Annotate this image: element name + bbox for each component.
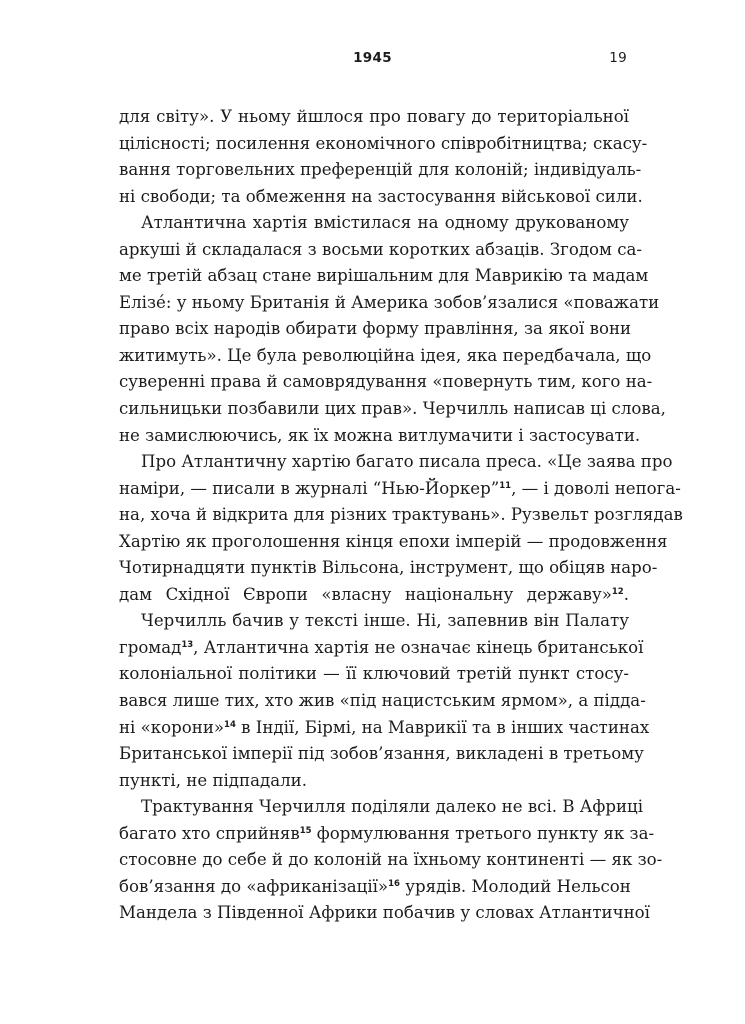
text-line <box>119 131 648 158</box>
footnote-marker: 15 <box>299 825 312 836</box>
footnote-marker: 11 <box>499 480 512 491</box>
text-line <box>119 874 629 901</box>
text-run: громад <box>119 637 182 657</box>
text-run: дам Східної Європи «власну національну державу» <box>119 584 612 604</box>
body-text <box>119 104 683 927</box>
text-run: колоніальної політики — її ключовий третій пункт стосу- <box>119 664 629 684</box>
text-run: Трактування Черчилля поділяли далеко не всі. В Африці <box>141 797 644 817</box>
text-line <box>119 635 644 662</box>
text-run: , — і доволі непога- <box>511 478 681 498</box>
text-run: ні свободи; та обмеження на застосування військової сили. <box>119 186 643 206</box>
text-line <box>119 290 660 317</box>
text-run: Мандела з Південної Африки побачив у словах Атлантичної <box>119 903 650 923</box>
text-run: на, хоча й відкрита для різних трактувань». Рузвельт розглядав <box>119 505 683 525</box>
footnote-marker: 16 <box>388 878 400 889</box>
text-line <box>119 263 649 290</box>
text-run: урядів. Молодий Нельсон <box>399 876 631 896</box>
text-run: Елізé: у ньому Британія й Америка зобов’язалися «поважати <box>119 292 660 312</box>
text-line <box>119 847 663 874</box>
text-run: Атлантична хартія вмістилася на одному друкованому <box>141 213 629 233</box>
text-line <box>119 237 643 264</box>
text-run: Хартію як проголошення кінця епохи імперій — продовження <box>119 531 668 551</box>
text-line <box>119 555 658 582</box>
text-run: житимуть». Це була революційна ідея, яка передбачала, що <box>119 345 652 365</box>
text-line <box>119 608 629 635</box>
text-run: суверенні права й самоврядування «повернуть тим, кого на- <box>119 372 653 392</box>
text-line <box>119 210 629 237</box>
footnote-marker: 12 <box>611 586 624 597</box>
text-run: аркуші й складалася з восьми коротких абзаців. Згодом са- <box>119 239 643 259</box>
paragraph <box>119 608 650 794</box>
text-run: бов’язання до «африканізації» <box>119 876 389 896</box>
text-run: формулювання третього пункту як за- <box>311 823 655 843</box>
paragraph <box>119 794 663 927</box>
running-title: 1945 <box>353 50 392 66</box>
text-run: ні «корони» <box>119 717 225 737</box>
text-line <box>119 582 629 609</box>
text-line <box>119 661 629 688</box>
text-line <box>119 369 653 396</box>
running-head <box>0 50 745 72</box>
text-run: Черчилль бачив у тексті інше. Ні, запевнив він Палату <box>141 611 629 631</box>
text-run: вання торговельних преференцій для колоній; індивідуаль- <box>119 160 642 180</box>
text-line <box>119 449 673 476</box>
text-line <box>119 476 681 503</box>
text-line <box>119 316 632 343</box>
text-line <box>119 423 641 450</box>
text-run: наміри, — писали в журналі “Нью-Йоркер” <box>119 478 500 498</box>
paragraph <box>119 449 683 608</box>
text-run: Британської імперії під зобов’язання, викладені в третьому <box>119 744 644 764</box>
text-line <box>119 688 646 715</box>
text-line <box>119 157 642 184</box>
text-line <box>119 184 643 211</box>
paragraph <box>119 210 666 449</box>
text-run: право всіх народів обирати форму правління, за якої вони <box>119 319 632 339</box>
text-run: в Індії, Бірмі, на Маврикії та в інших частинах <box>235 717 650 737</box>
text-line <box>119 502 683 529</box>
text-run: вався лише тих, хто жив «під нацистським ярмом», а підда- <box>119 691 646 711</box>
paragraph <box>119 104 648 210</box>
footnote-marker: 13 <box>181 639 194 650</box>
text-line <box>119 715 650 742</box>
text-line <box>119 821 655 848</box>
text-line <box>119 343 652 370</box>
text-run: багато хто сприйняв <box>119 823 300 843</box>
text-run: Про Атлантичну хартію багато писала преса. «Це заява про <box>141 452 673 472</box>
text-line <box>119 529 668 556</box>
text-run: Чотирнадцяти пунктів Вільсона, інструмент, що обіцяв наро- <box>119 558 658 578</box>
text-run: , Атлантична хартія не означає кінець британської <box>193 637 644 657</box>
text-line <box>119 794 644 821</box>
text-line <box>119 396 666 423</box>
text-run: пункті, не підпадали. <box>119 770 307 790</box>
text-run: . <box>623 584 629 604</box>
text-run: для світу». У ньому йшлося про повагу до територіальної <box>119 107 629 126</box>
text-run: ме третій абзац стане вирішальним для Маврикію та мадам <box>119 266 649 286</box>
text-line <box>119 741 644 768</box>
text-run: не замислюючись, як їх можна витлумачити і застосувати. <box>119 425 641 445</box>
text-line <box>119 104 629 131</box>
footnote-marker: 14 <box>224 719 236 730</box>
text-line <box>119 900 650 927</box>
text-line <box>119 768 629 795</box>
page-number: 19 <box>609 50 627 66</box>
text-run: цілісності; посилення економічного співробітництва; скасу- <box>119 133 648 153</box>
text-run: сильницьки позбавили цих прав». Черчилль написав ці слова, <box>119 399 666 419</box>
text-run: стосовне до себе й до колоній на їхньому континенті — як зо- <box>119 850 663 870</box>
